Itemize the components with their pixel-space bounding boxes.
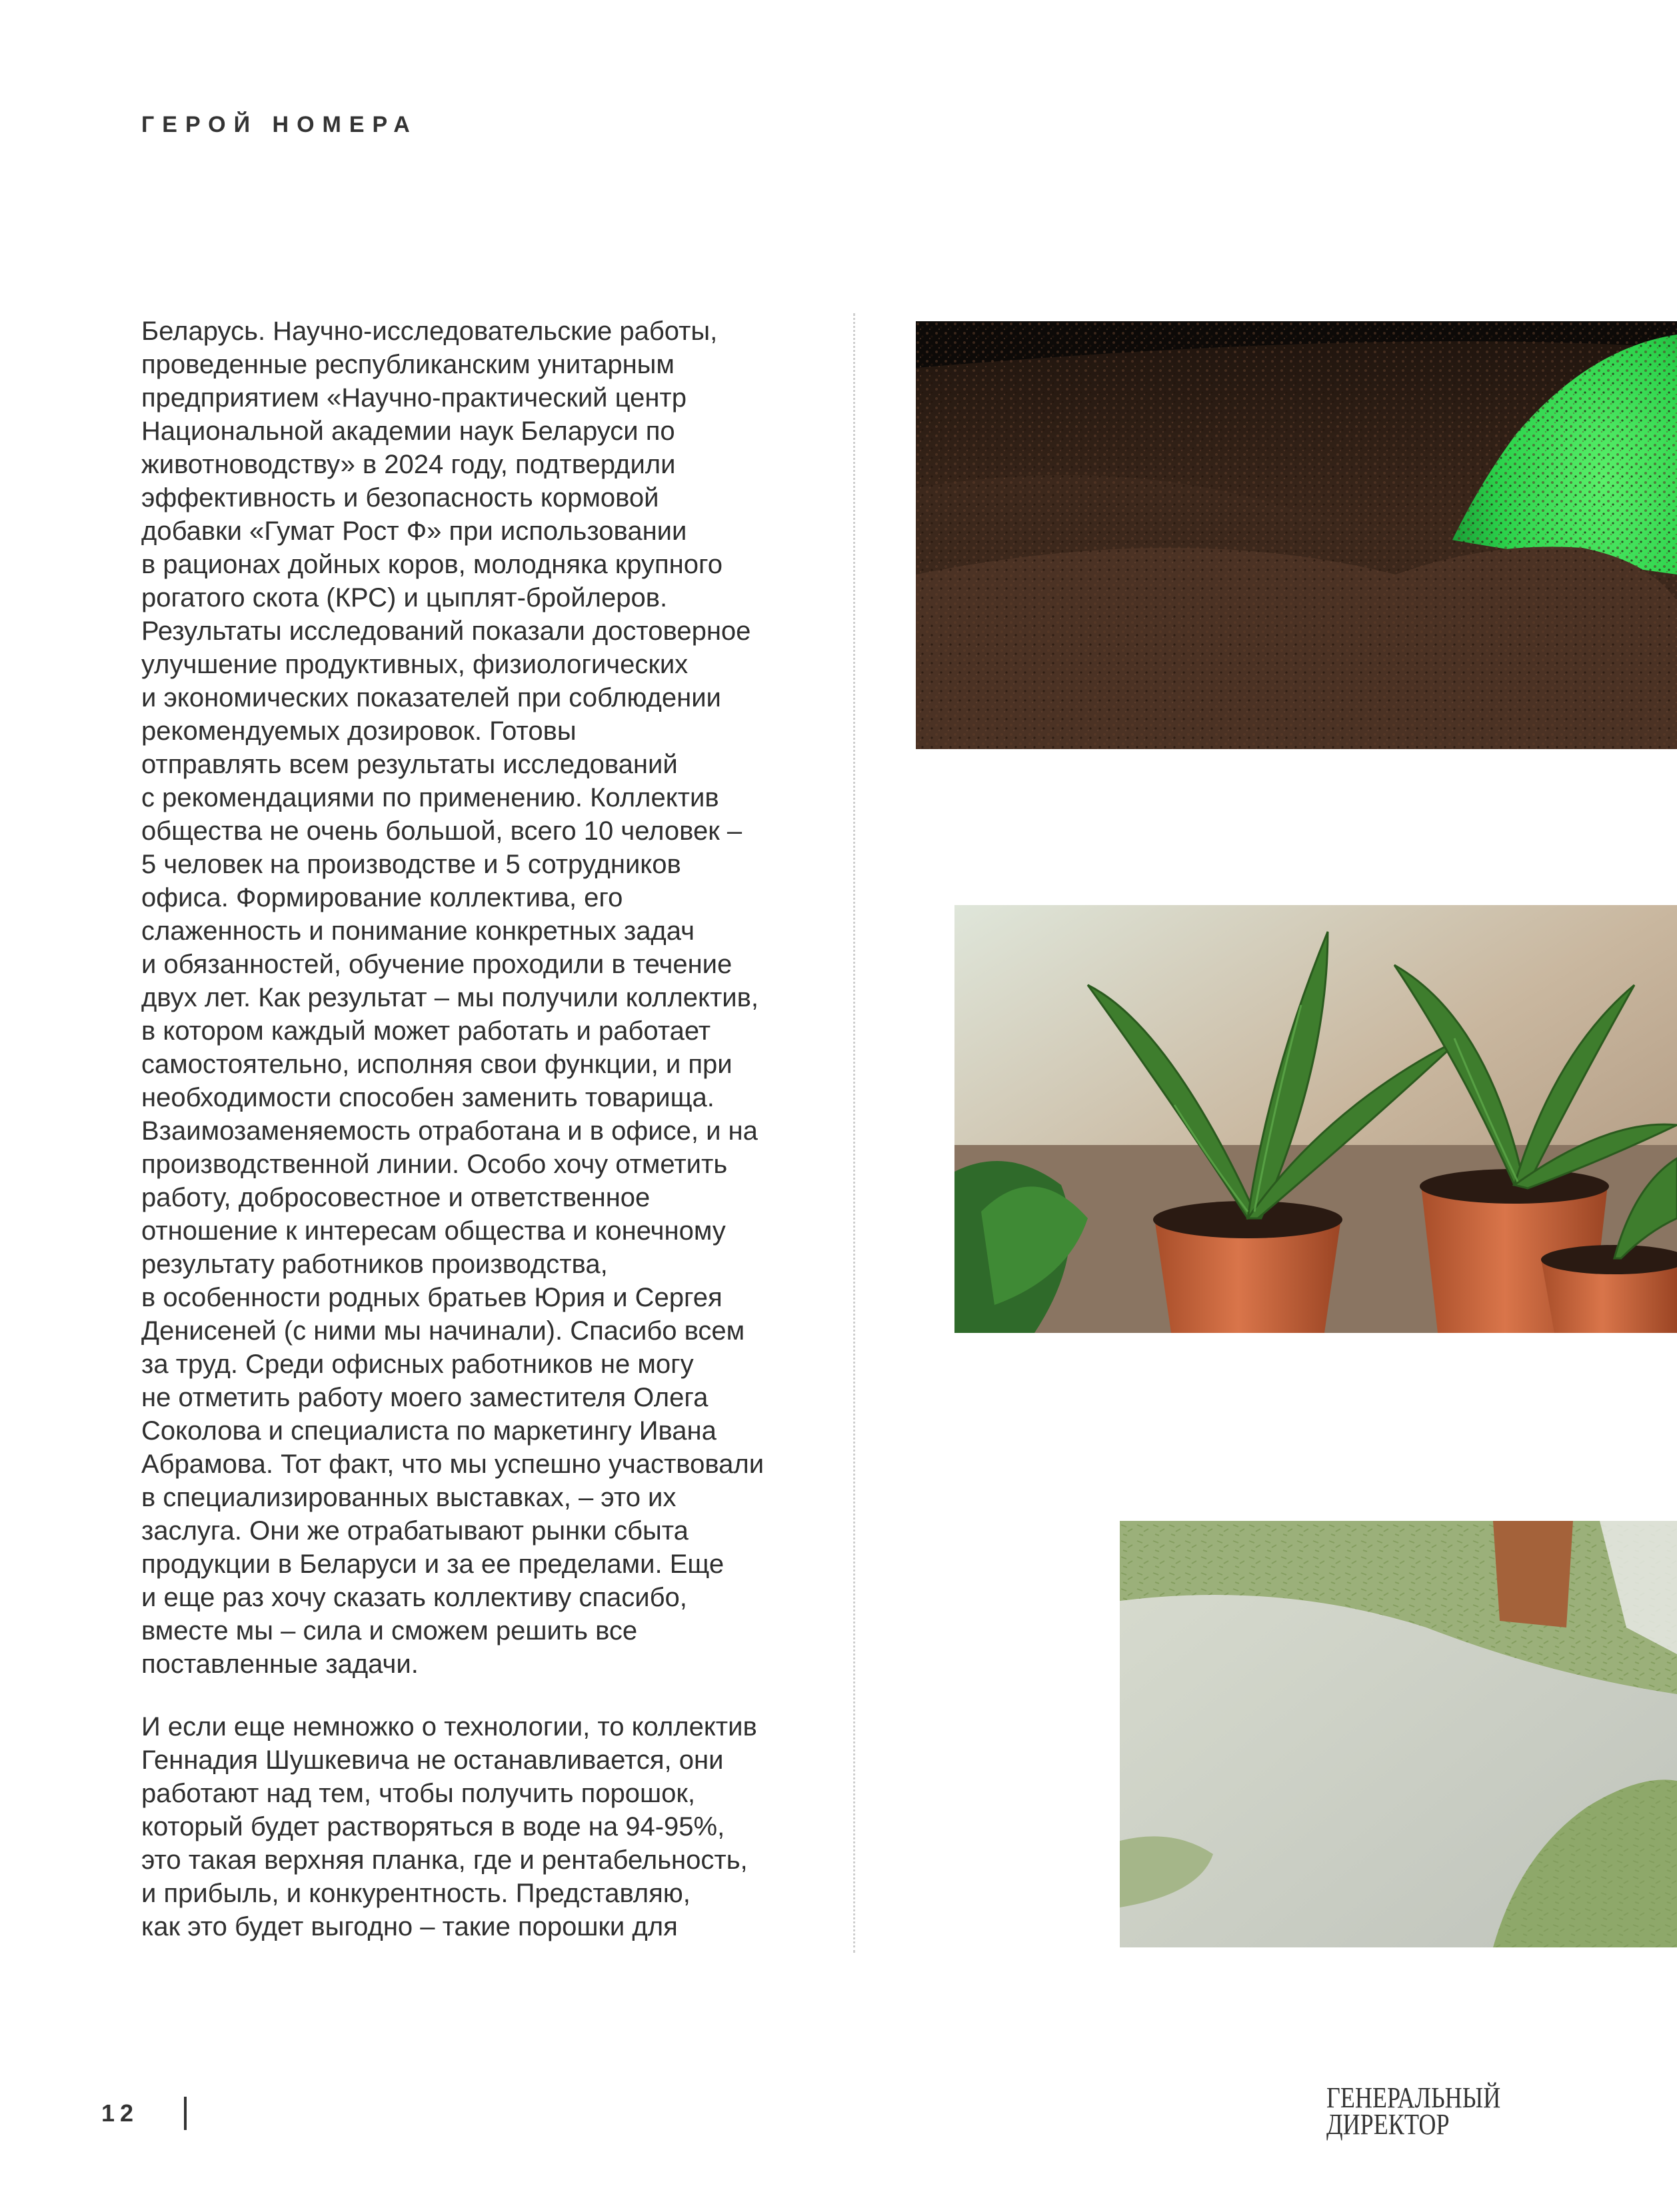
- masthead-line-2: ДИРЕКТОР: [1326, 2108, 1450, 2141]
- article-paragraph-1: Беларусь. Научно-исследовательские работы, проведенные республиканским унитарным предприятием «Научно-практический центр Национальной академии наук Беларуси по животноводству» в 2024 году, подтвердили эффективность и безопасность кормовой добавки «Гумат Рост Ф» при использовании в рационах дойных коров, молодняка крупного рогатого скота (КРС) и цыплят-бройлеров. Результаты исследований показали достоверное улучшение продуктивных, физиологических и экономических показателей при соблюдении рекомендуемых дозировок. Готовы отправлять всем результаты исследований с рекомендациями по применению. Коллектив общества не очень большой, всего 10 человек – 5 человек на производстве и 5 сотрудников офиса. Формирование коллектива, его слаженность и понимание конкретных задач и обязанностей, обучение проходили в течение двух лет. Как результат – мы получили коллектив, в котором каждый может работать и работает самостоятельно, исполняя свои функции, и при необходимости способен заменить товарища. Взаимозаменяемость отработана и в офисе, и на производственной линии. Особо хочу отметить работу, добросовестное и ответственное отношение к интересам общества и конечному результату работников производства, в особенности родных братьев Юрия и Сергея Денисеней (с ними мы начинали). Спасибо всем за труд. Среди офисных работников не могу не отметить работу моего заместителя Олега Соколова и специалиста по маркетингу Ивана Абрамова. Тот факт, что мы успешно участвовали в специализированных выставках, – это их заслуга. Они же отрабатывают рынки сбыта продукции в Беларуси и за ее пределами. Еще и еще раз хочу сказать коллективу спасибо, вместе мы – сила и сможем решить все поставленные задачи.: [141, 317, 765, 1679]
- column-divider: [853, 313, 855, 1953]
- masthead-line-1: ГЕНЕРАЛЬНЫЙ: [1326, 2081, 1501, 2114]
- section-label: ГЕРОЙ НОМЕРА: [141, 112, 418, 137]
- masthead-logo: [1326, 2081, 1526, 2141]
- article-paragraph-2: И если еще немножко о технологии, то коллектив Геннадия Шушкевича не останавливается, они работают над тем, чтобы получить порошок, который будет растворяться в воде на 94-95%, это такая верхняя планка, где и рентабельность, и прибыль, и конкурентность. Представляю, как это будет выгодно – такие порошки для: [141, 1712, 757, 1941]
- footer-divider: [184, 2097, 187, 2130]
- potted-plants-photo: [954, 905, 1677, 1333]
- article-body: [141, 315, 848, 1973]
- soil-photo: [916, 321, 1677, 749]
- page-number: 12: [101, 2099, 139, 2127]
- green-powder-photo: [1120, 1521, 1677, 1947]
